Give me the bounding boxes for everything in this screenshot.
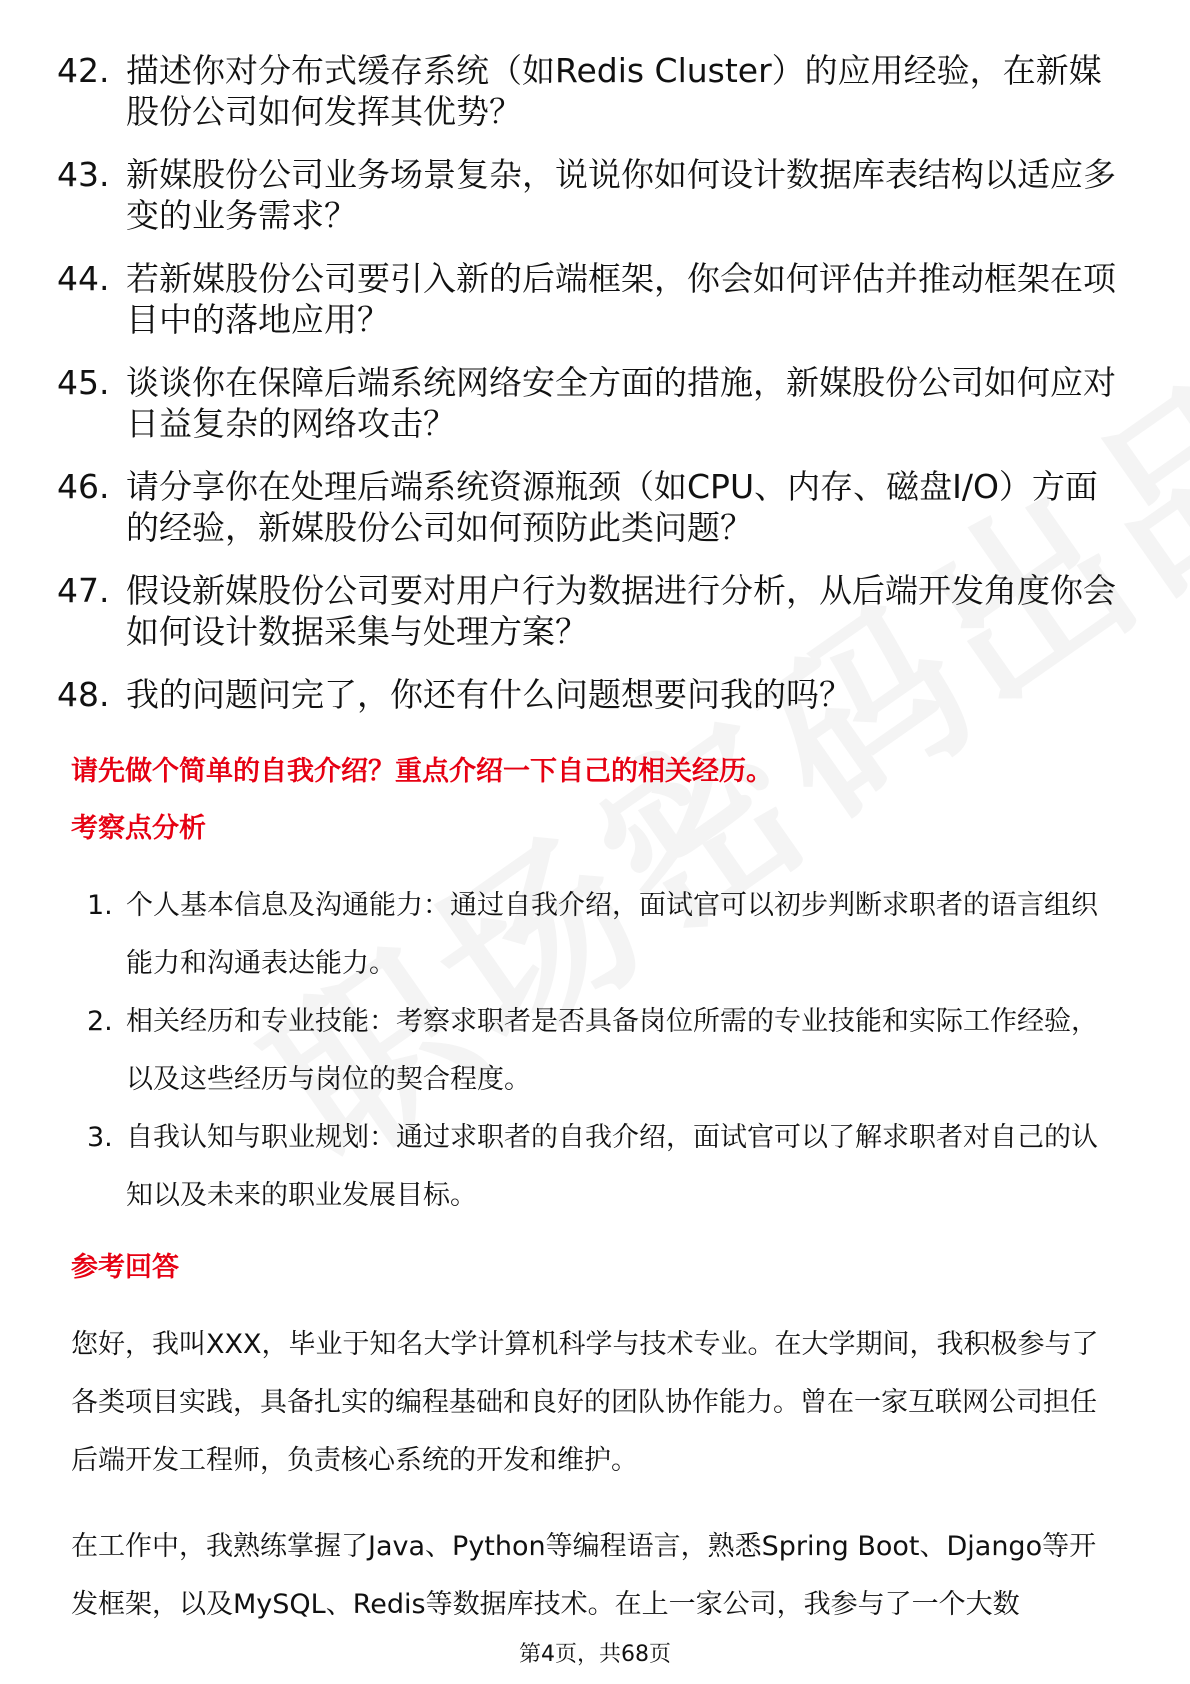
question-item xyxy=(0,154,1190,236)
question-text: 描述你对分布式缓存系统（如Redis Cluster）的应用经验，在新媒股份公司如何发挥其优势？ xyxy=(126,51,1102,131)
analysis-item-text: 自我认知与职业规划：通过求职者的自我介绍，面试官可以了解求职者对自己的认知以及未来的职业发展目标。 xyxy=(126,1122,1098,1211)
analysis-item xyxy=(0,877,1190,993)
question-item xyxy=(0,466,1190,548)
question-text: 我的问题问完了，你还有什么问题想要问我的吗？ xyxy=(126,675,852,714)
analysis-heading: 考察点分析 xyxy=(71,813,206,844)
analysis-item-text: 相关经历和专业技能：考察求职者是否具备岗位所需的专业技能和实际工作经验，以及这些经历与岗位的契合程度。 xyxy=(126,1006,1098,1095)
question-item xyxy=(0,570,1190,652)
analysis-item xyxy=(0,1109,1190,1225)
answer-paragraph: 在工作中，我熟练掌握了Java、Python等编程语言，熟悉Spring Boot、Django等开发框架，以及MySQL、Redis等数据库技术。在上一家公司，我参与了一个大数 xyxy=(71,1531,1097,1620)
question-text: 假设新媒股份公司要对用户行为数据进行分析，从后端开发角度你会如何设计数据采集与处理方案？ xyxy=(126,571,1116,651)
analysis-item-number: 3. xyxy=(87,1122,113,1153)
question-number: 46. xyxy=(57,467,110,506)
question-text: 若新媒股份公司要引入新的后端框架，你会如何评估并推动框架在项目中的落地应用？ xyxy=(126,259,1116,339)
question-item xyxy=(0,362,1190,444)
question-number: 44. xyxy=(57,259,110,298)
analysis-item xyxy=(0,993,1190,1109)
question-number: 48. xyxy=(57,675,110,714)
question-item xyxy=(0,674,1190,715)
question-text: 新媒股份公司业务场景复杂，说说你如何设计数据库表结构以适应多变的业务需求？ xyxy=(126,155,1116,235)
question-text: 请分享你在处理后端系统资源瓶颈（如CPU、内存、磁盘I/O）方面的经验，新媒股份公司如何预防此类问题？ xyxy=(126,467,1098,547)
question-number: 42. xyxy=(57,51,110,90)
question-number: 47. xyxy=(57,571,110,610)
question-item xyxy=(0,258,1190,340)
analysis-item-number: 2. xyxy=(87,1006,113,1037)
question-list xyxy=(0,50,1190,737)
reference-heading: 参考回答 xyxy=(71,1252,179,1283)
question-number: 45. xyxy=(57,363,110,402)
answer-paragraph: 您好，我叫XXX，毕业于知名大学计算机科学与技术专业。在大学期间，我积极参与了各类项目实践，具备扎实的编程基础和良好的团队协作能力。曾在一家互联网公司担任后端开发工程师，负责核心系统的开发和维护。 xyxy=(71,1329,1099,1476)
question-text: 谈谈你在保障后端系统网络安全方面的措施，新媒股份公司如何应对日益复杂的网络攻击？ xyxy=(126,363,1116,443)
question-title: 请先做个简单的自我介绍？重点介绍一下自己的相关经历。 xyxy=(71,756,773,787)
question-item xyxy=(0,50,1190,132)
question-number: 43. xyxy=(57,155,110,194)
analysis-item-text: 个人基本信息及沟通能力：通过自我介绍，面试官可以初步判断求职者的语言组织能力和沟通表达能力。 xyxy=(126,890,1098,979)
analysis-list xyxy=(0,877,1190,1225)
page-footer: 第4页，共68页 xyxy=(519,1642,671,1667)
analysis-item-number: 1. xyxy=(87,890,113,921)
